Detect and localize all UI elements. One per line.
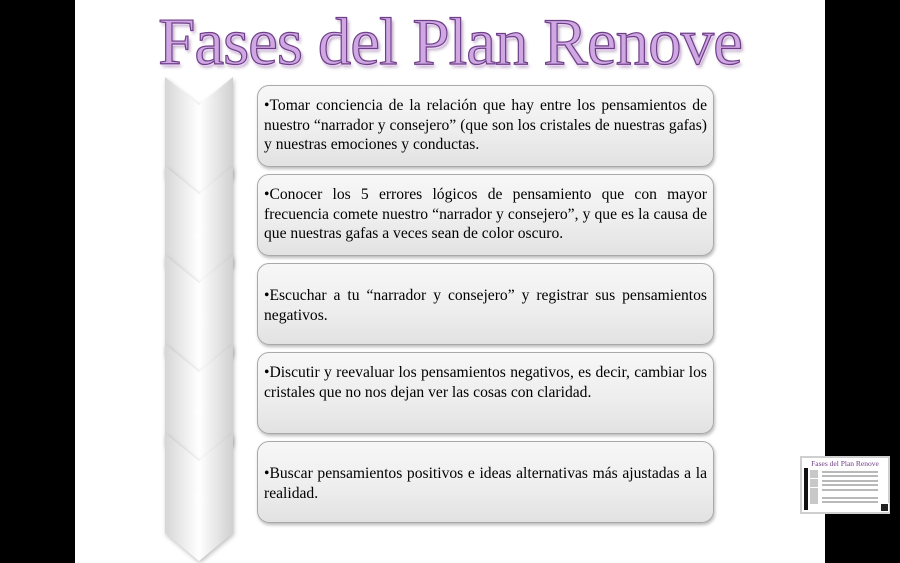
- thumbnail-chevron: [810, 479, 818, 487]
- step-text: •Escuchar a tu “narrador y consejero” y registrar sus pensamientos negativos.: [264, 287, 707, 324]
- thumbnail-title: Fases del Plan Renove: [811, 459, 879, 468]
- step-number: 2: [194, 222, 204, 241]
- step-2: [75, 174, 825, 260]
- thumbnail-line: [822, 489, 878, 491]
- step-text: •Discutir y reevaluar los pensamientos negativos, es decir, cambiar los cristales que no nos dejan ver las cosas con claridad.: [264, 364, 707, 401]
- thumbnail-sidebar: [804, 468, 808, 510]
- presentation-slide: [75, 0, 825, 563]
- step-text-box: [257, 441, 714, 523]
- thumbnail-line: [822, 471, 878, 473]
- slide-title: Fases del Plan Renove: [158, 5, 742, 79]
- step-number: 5: [194, 489, 204, 508]
- step-text: •Tomar conciencia de la relación que hay entre los pensamientos de nuestro “narrador y consejero” (que son los cristales de nuestras gafas) y nuestras emociones y conductas.: [264, 97, 707, 153]
- thumbnail-chevron: [810, 496, 818, 504]
- step-number: 1: [194, 133, 204, 152]
- step-3: [75, 263, 825, 349]
- slide-thumbnail[interactable]: [800, 456, 890, 514]
- step-number: 4: [194, 400, 204, 419]
- thumbnail-chevron: [810, 470, 818, 478]
- step-5: [75, 441, 825, 527]
- step-text-box: [257, 263, 714, 345]
- thumbnail-line: [822, 501, 878, 503]
- thumbnail-line: [822, 480, 878, 482]
- step-text-box: [257, 85, 714, 167]
- step-1: [75, 85, 825, 171]
- thumbnail-chevron: [810, 488, 818, 496]
- step-4: [75, 352, 825, 438]
- thumbnail-line: [822, 497, 878, 499]
- thumbnail-line: [822, 475, 878, 477]
- step-text-box: [257, 174, 714, 256]
- thumbnail-resize-icon[interactable]: [880, 503, 889, 512]
- step-text: •Buscar pensamientos positivos e ideas alternativas más ajustadas a la realidad.: [264, 465, 707, 502]
- step-text-box: [257, 352, 714, 434]
- step-text: •Conocer los 5 errores lógicos de pensamiento que con mayor frecuencia comete nuestro “narrador y consejero”, y que es la causa de que nuestras gafas a veces sean de color oscuro.: [264, 186, 707, 242]
- step-number: 3: [194, 311, 204, 330]
- thumbnail-line: [822, 484, 878, 486]
